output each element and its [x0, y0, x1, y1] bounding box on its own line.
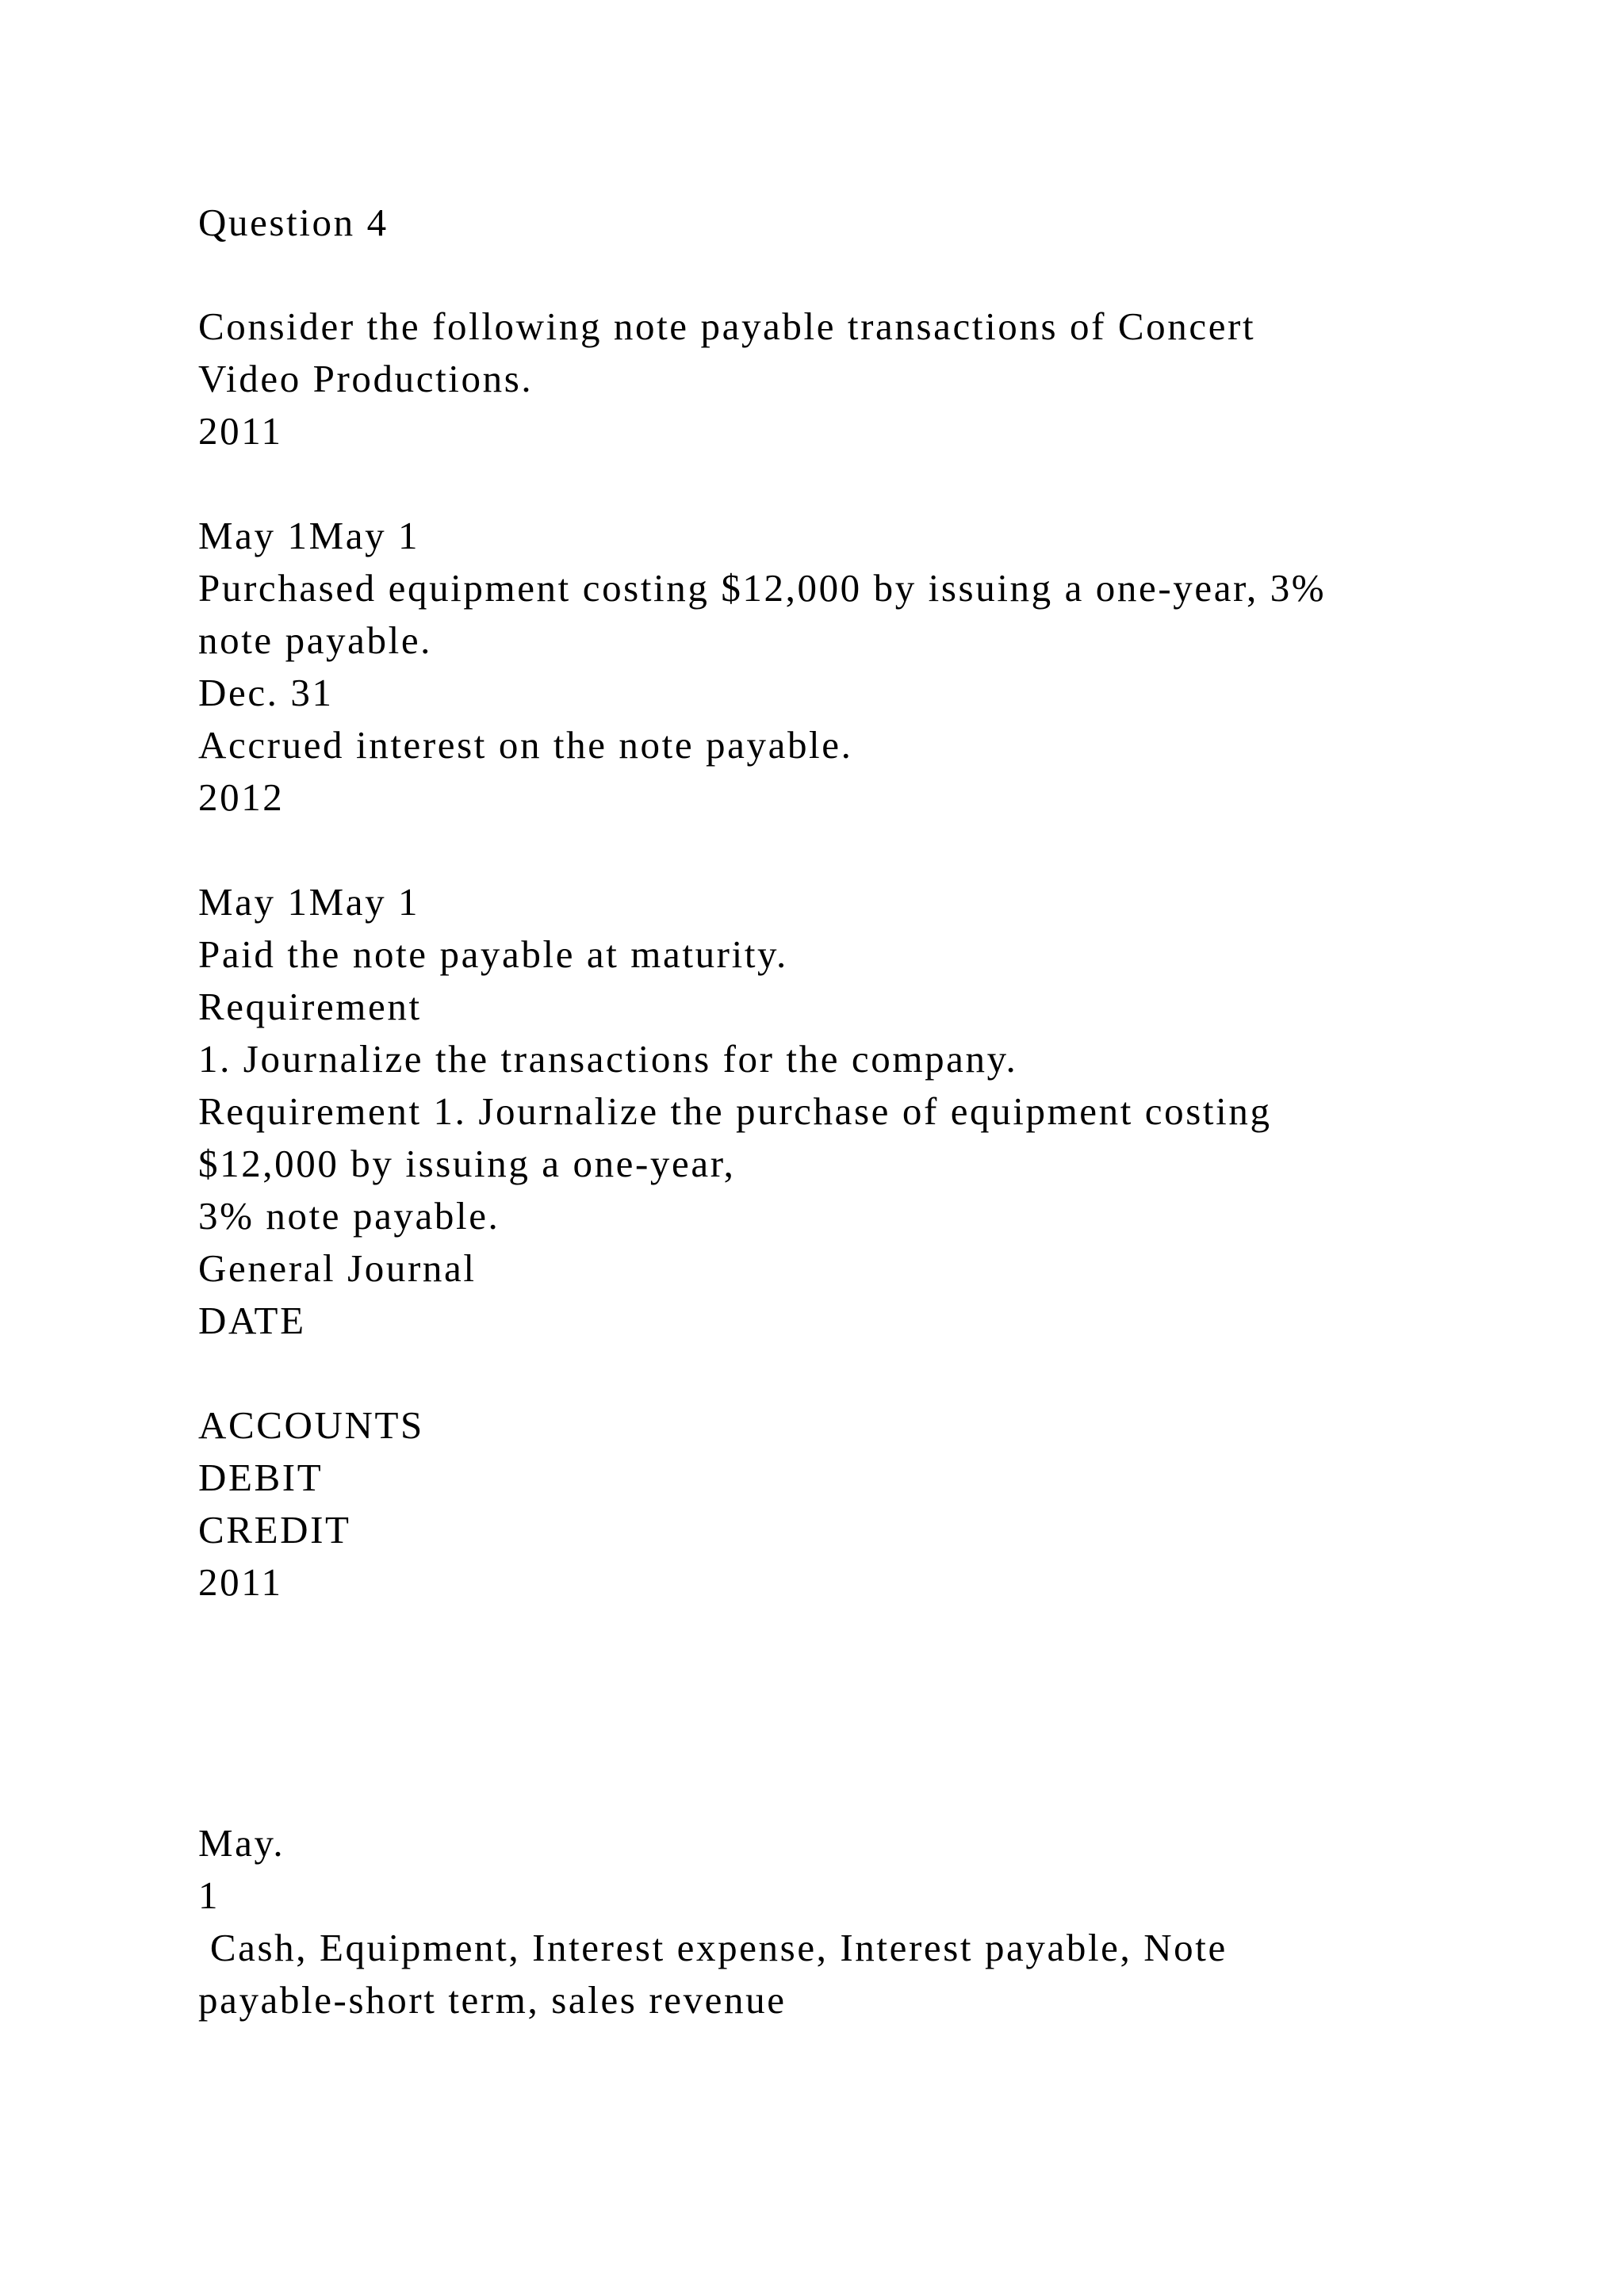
journal-year-label: 2011	[198, 1560, 283, 1604]
requirement-1-detail-line-1: Requirement 1. Journalize the purchase of equipment costing	[198, 1089, 1272, 1133]
entry-month: May.	[198, 1821, 285, 1865]
transaction-1-description-line-1: Purchased equipment costing $12,000 by issuing a one-year, 3%	[198, 566, 1327, 610]
journal-column-debit: DEBIT	[198, 1456, 324, 1499]
transaction-2-description: Accrued interest on the note payable.	[198, 723, 853, 767]
transaction-1-description-line-2: note payable.	[198, 618, 433, 662]
transaction-1-date: May 1May 1	[198, 514, 420, 557]
transaction-3-date: May 1May 1	[198, 880, 420, 924]
requirement-1-detail-line-3: 3% note payable.	[198, 1194, 500, 1238]
account-options-line-2: payable-short term, sales revenue	[198, 1978, 787, 2022]
transaction-3-description: Paid the note payable at maturity.	[198, 932, 788, 976]
intro-text-line-1: Consider the following note payable transactions of Concert	[198, 304, 1256, 348]
journal-column-date: DATE	[198, 1299, 306, 1342]
requirement-1-text: 1. Journalize the transactions for the company.	[198, 1037, 1018, 1081]
requirement-1-detail-line-2: $12,000 by issuing a one-year,	[198, 1142, 736, 1185]
account-options-line-1: Cash, Equipment, Interest expense, Interest payable, Note	[198, 1926, 1228, 1969]
journal-title: General Journal	[198, 1246, 477, 1290]
journal-column-accounts: ACCOUNTS	[198, 1403, 424, 1447]
intro-text-line-2: Video Productions.	[198, 357, 534, 400]
entry-day: 1	[198, 1873, 220, 1917]
question-heading: Question 4	[198, 201, 389, 244]
journal-column-credit: CREDIT	[198, 1508, 351, 1552]
transaction-2-date: Dec. 31	[198, 671, 334, 714]
year-2012-label: 2012	[198, 775, 285, 819]
requirement-heading: Requirement	[198, 985, 422, 1028]
year-2011-label: 2011	[198, 409, 283, 453]
